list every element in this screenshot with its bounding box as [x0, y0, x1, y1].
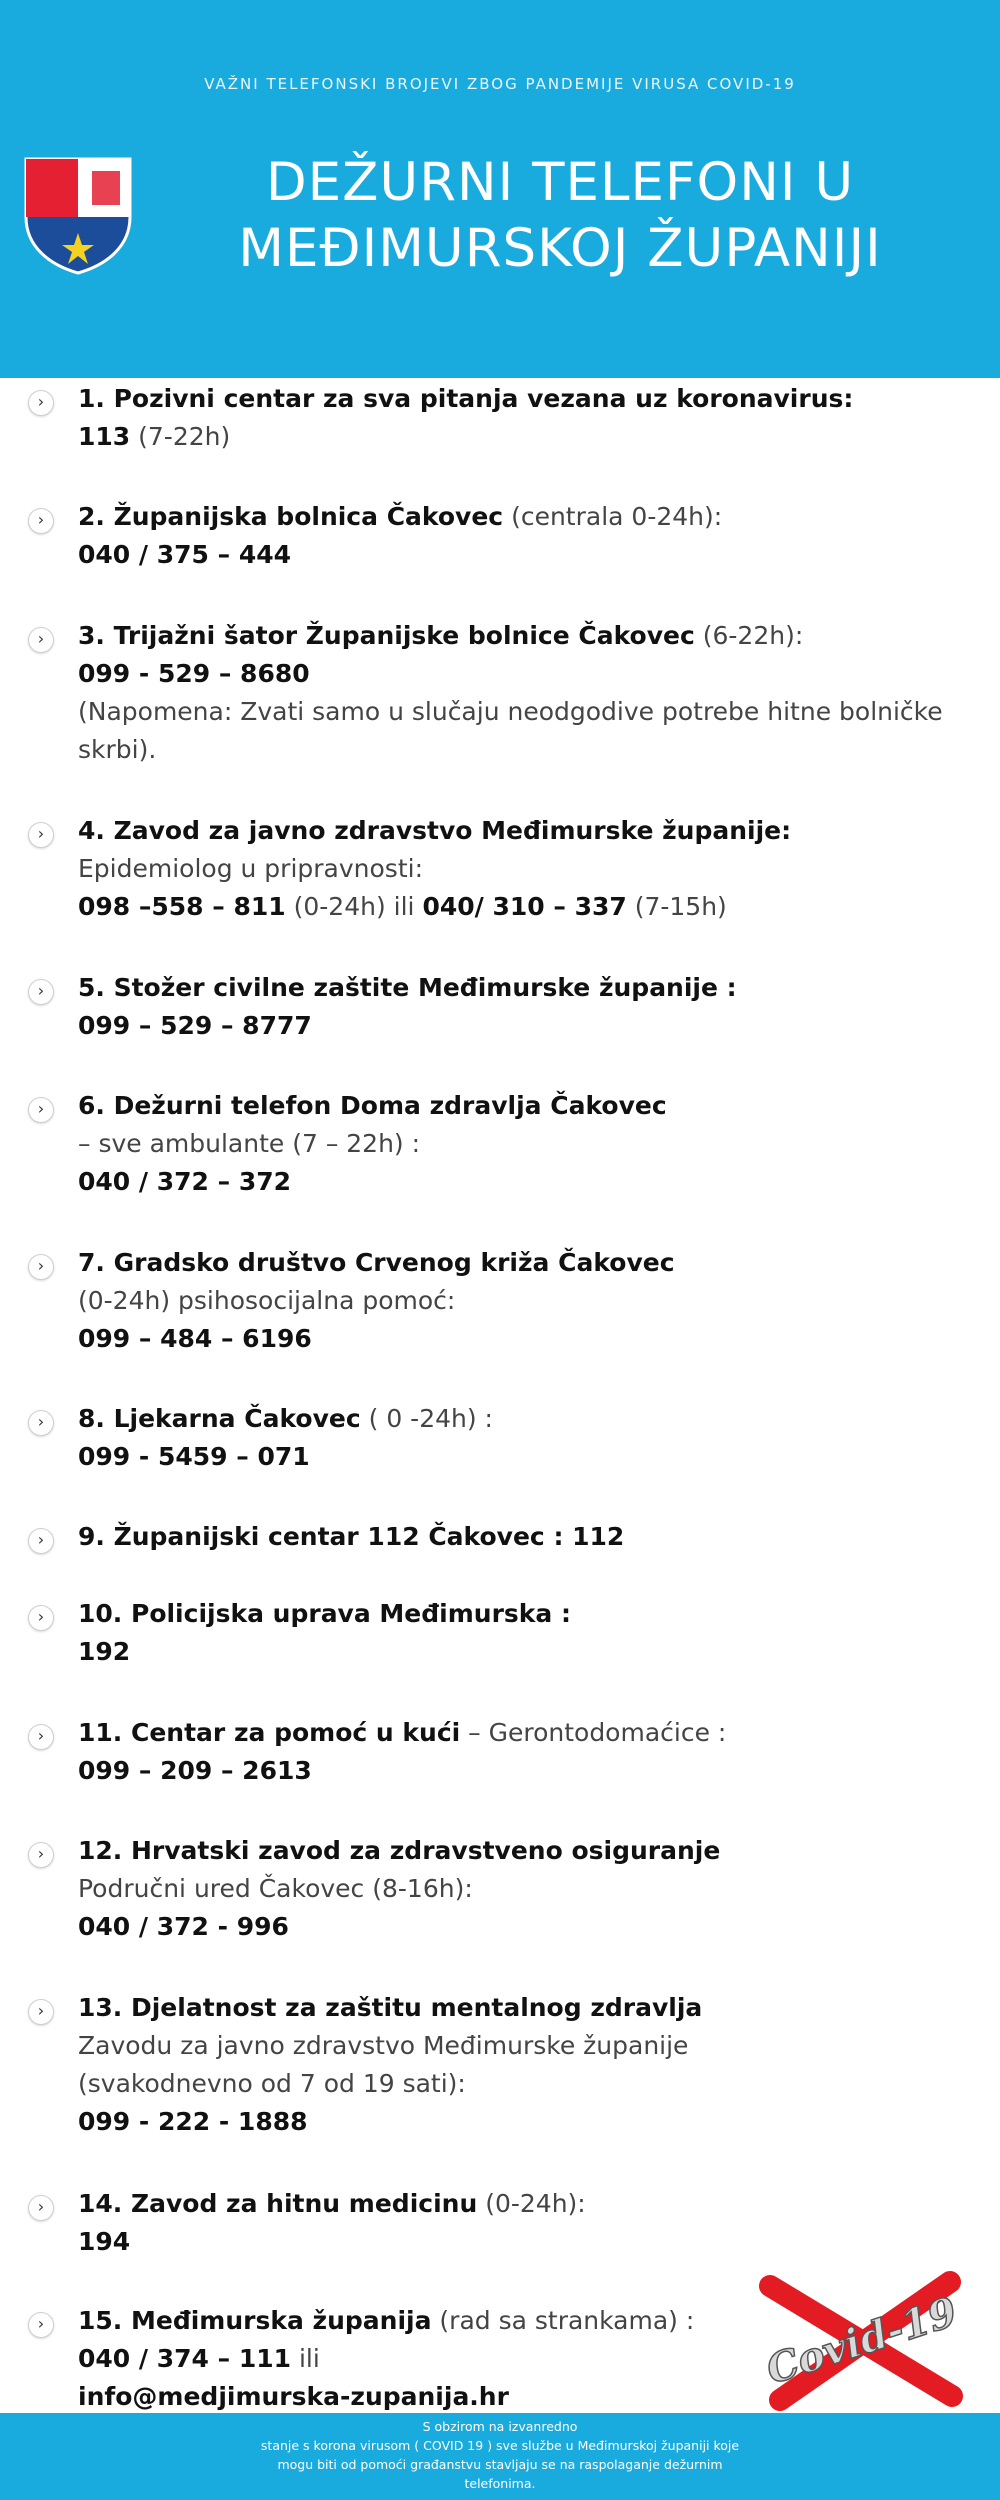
item-detail: (rad sa strankama) : — [431, 2306, 695, 2335]
item-detail: (svakodnevno od 7 od 19 sati): — [78, 2069, 466, 2098]
item-detail: Područni ured Čakovec (8-16h): — [78, 1874, 473, 1903]
item-detail: (7-22h) — [130, 422, 231, 451]
chevron-right-icon: › — [28, 508, 54, 534]
item-detail: (6-22h): — [694, 621, 804, 650]
item-title: 5. Stožer civilne zaštite Međimurske županije : — [78, 973, 737, 1002]
coat-of-arms-icon — [22, 155, 134, 275]
footer-note-line: telefonima. — [464, 2476, 536, 2491]
item-title: 9. Županijski centar 112 Čakovec : 112 — [78, 1522, 625, 1551]
item-title: 14. Zavod za hitnu medicinu — [78, 2189, 478, 2218]
footer-note-line: mogu biti od pomoći građanstvu stavljaju se na raspolaganje dežurnim — [277, 2457, 723, 2472]
item-phone: 099 - 222 - 1888 — [78, 2107, 308, 2136]
footer-note — [150, 2417, 850, 2493]
item-phone: 040/ 310 – 337 — [422, 892, 627, 921]
chevron-right-icon: › — [28, 1097, 54, 1123]
page-title-line: DEŽURNI TELEFONI U — [265, 152, 855, 213]
footer-note-line: stanje s korona virusom ( COVID 19 ) sve službe u Međimurskoj županiji koje — [260, 2438, 740, 2453]
item-title: 12. Hrvatski zavod za zdravstveno osiguranje — [78, 1836, 721, 1865]
item-title: 11. Centar za pomoć u kući — [78, 1718, 461, 1747]
item-title: 2. Županijska bolnica Čakovec — [78, 502, 504, 531]
page-title-line: MEĐIMURSKOJ ŽUPANIJI — [238, 218, 882, 279]
item-detail: (0-24h) ili — [285, 892, 423, 921]
item-note: (Napomena: Zvati samo u slučaju neodgodive potrebe hitne bolničke skrbi). — [78, 697, 943, 764]
item-detail: – sve ambulante (7 – 22h) : — [78, 1129, 421, 1158]
item-title: 6. Dežurni telefon Doma zdravlja Čakovec — [78, 1091, 667, 1120]
page-title — [150, 150, 970, 282]
item-detail: ili — [291, 2344, 320, 2373]
item-phone: 113 — [78, 422, 131, 451]
item-detail: Epidemiolog u pripravnosti: — [78, 854, 423, 883]
item-phone: 099 - 529 – 8680 — [78, 659, 310, 688]
chevron-right-icon: › — [28, 1528, 54, 1554]
email-link[interactable]: info@medjimurska-zupanija.hr — [78, 2382, 509, 2411]
chevron-right-icon: › — [28, 2312, 54, 2338]
item-phone: 099 – 529 – 8777 — [78, 1011, 312, 1040]
item-phone: 194 — [78, 2227, 131, 2256]
item-title: 1. Pozivni centar za sva pitanja vezana uz koronavirus: — [78, 384, 854, 413]
item-title: 7. Gradsko društvo Crvenog križa Čakovec — [78, 1248, 675, 1277]
item-phone: 040 / 374 – 111 — [78, 2344, 292, 2373]
item-detail: (7-15h) — [626, 892, 727, 921]
item-detail: Zavodu za javno zdravstvo Međimurske županije — [78, 2031, 689, 2060]
item-title: 4. Zavod za javno zdravstvo Međimurske županije: — [78, 816, 792, 845]
chevron-right-icon: › — [28, 1724, 54, 1750]
item-phone: 192 — [78, 1637, 131, 1666]
item-phone: 040 / 375 – 444 — [78, 540, 292, 569]
item-detail: (centrala 0-24h): — [503, 502, 723, 531]
chevron-right-icon: › — [28, 979, 54, 1005]
item-phone: 099 – 209 – 2613 — [78, 1756, 312, 1785]
chevron-right-icon: › — [28, 822, 54, 848]
chevron-right-icon: › — [28, 390, 54, 416]
item-detail: (0-24h): — [477, 2189, 586, 2218]
footer-note-line: S obzirom na izvanredno — [422, 2419, 578, 2434]
item-phone: 040 / 372 – 372 — [78, 1167, 292, 1196]
covid-19-stamp — [752, 2268, 977, 2413]
chevron-right-icon: › — [28, 627, 54, 653]
item-phone: 099 – 484 – 6196 — [78, 1324, 312, 1353]
header-kicker: VAŽNI TELEFONSKI BROJEVI ZBOG PANDEMIJE VIRUSA COVID-19 — [204, 75, 796, 93]
item-phone: 098 –558 – 811 — [78, 892, 286, 921]
chevron-right-icon: › — [28, 1605, 54, 1631]
item-title: 13. Djelatnost za zaštitu mentalnog zdravlja — [78, 1993, 703, 2022]
item-title: 10. Policijska uprava Međimurska : — [78, 1599, 571, 1628]
item-detail: – Gerontodomaćice : — [460, 1718, 727, 1747]
item-phone: 099 - 5459 – 071 — [78, 1442, 310, 1471]
chevron-right-icon: › — [28, 1999, 54, 2025]
footer-banner — [0, 2413, 1000, 2500]
chevron-right-icon: › — [28, 2195, 54, 2221]
stamp-text: Covid-19 — [760, 2288, 963, 2394]
chevron-right-icon: › — [28, 1254, 54, 1280]
chevron-right-icon: › — [28, 1842, 54, 1868]
item-phone: 040 / 372 - 996 — [78, 1912, 289, 1941]
item-title: 8. Ljekarna Čakovec — [78, 1404, 361, 1433]
item-detail: ( 0 -24h) : — [360, 1404, 493, 1433]
header-banner — [0, 0, 1000, 378]
item-detail: (0-24h) psihosocijalna pomoć: — [78, 1286, 456, 1315]
item-title: 15. Međimurska županija — [78, 2306, 432, 2335]
chevron-right-icon: › — [28, 1410, 54, 1436]
item-title: 3. Trijažni šator Županijske bolnice Čakovec — [78, 621, 695, 650]
